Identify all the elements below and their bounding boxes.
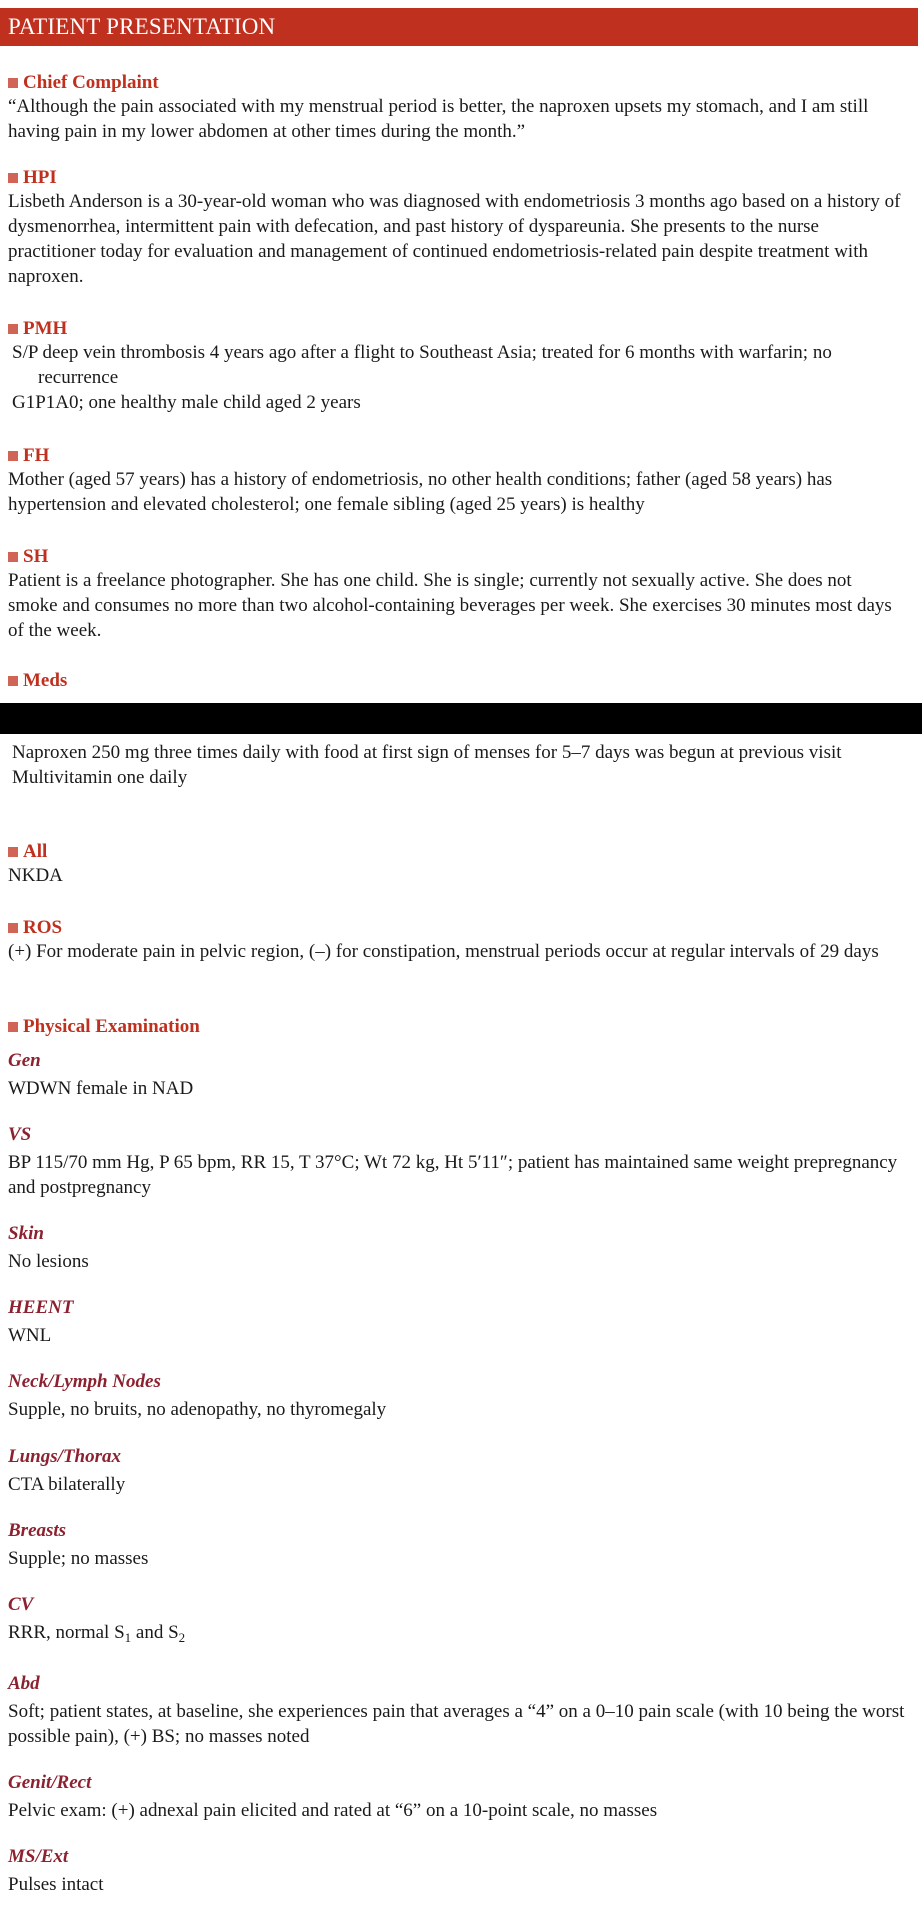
pe-label: Breasts (8, 1520, 67, 1541)
fh-heading: FH (23, 445, 50, 466)
pe-skin (8, 1223, 906, 1274)
pe-lungs (8, 1446, 906, 1497)
pe-label: Neck/Lymph Nodes (8, 1371, 161, 1392)
chief-complaint-heading: Chief Complaint (23, 72, 159, 93)
hpi-text: Lisbeth Anderson is a 30-year-old woman who was diagnosed with endometriosis 3 months ago based on a history of dysmenorrhea, intermittent pain with defecation, and past history of dyspareunia. She presents to the nurse practitioner today for evaluation and management of continued endometriosis-related pain despite treatment with naproxen. (8, 191, 901, 287)
pe-text: CTA bilaterally (8, 1474, 126, 1495)
pe-label: Genit/Rect (8, 1772, 92, 1793)
pe-text: Supple, no bruits, no adenopathy, no thyromegaly (8, 1399, 387, 1420)
redaction-bar (0, 703, 922, 734)
pe-heading: Physical Examination (23, 1016, 200, 1037)
square-bullet-icon (8, 324, 18, 334)
ros-text: (+) For moderate pain in pelvic region, (–) for constipation, menstrual periods occur at regular intervals of 29 days (8, 941, 879, 962)
section-hpi (8, 167, 906, 289)
meds-item: Multivitamin one daily (12, 767, 188, 788)
square-bullet-icon (8, 676, 18, 686)
meds-list (8, 740, 906, 790)
ros-heading: ROS (23, 917, 63, 938)
hpi-heading: HPI (23, 167, 57, 188)
chief-complaint-text: “Although the pain associated with my menstrual period is better, the naproxen upsets my stomach, and I am still having pain in my lower abdomen at other times during the month.” (8, 96, 869, 142)
square-bullet-icon (8, 552, 18, 562)
pe-label: MS/Ext (8, 1846, 69, 1867)
page-title: PATIENT PRESENTATION (0, 8, 918, 46)
meds-heading: Meds (23, 670, 68, 691)
pe-text (8, 1620, 906, 1645)
cv-text-pre: RRR, normal S (8, 1622, 125, 1643)
pe-vs (8, 1124, 906, 1200)
pe-label: VS (8, 1124, 32, 1145)
sh-text: Patient is a freelance photographer. She has one child. She is single; currently not sexually active. She does not smoke and consumes no more than two alcohol-containing beverages per week. She exercises 30 minutes most days of the week. (8, 570, 892, 641)
pmh-item: S/P deep vein thrombosis 4 years ago after a flight to Southeast Asia; treated for 6 months with warfarin; no recurrence (12, 342, 832, 388)
square-bullet-icon (8, 451, 18, 461)
pmh-item: G1P1A0; one healthy male child aged 2 years (12, 392, 361, 413)
pe-breasts (8, 1520, 906, 1571)
pe-label: HEENT (8, 1297, 74, 1318)
square-bullet-icon (8, 78, 18, 88)
cv-text-mid: and S (131, 1622, 179, 1643)
section-fh (8, 445, 906, 517)
section-physical-exam (8, 1016, 906, 1038)
pe-cv (8, 1594, 906, 1645)
pe-label: CV (8, 1594, 34, 1615)
square-bullet-icon (8, 847, 18, 857)
section-allergies (8, 841, 906, 888)
pe-genit (8, 1772, 906, 1823)
pe-text: WDWN female in NAD (8, 1078, 194, 1099)
pe-neck (8, 1371, 906, 1422)
section-ros (8, 917, 906, 964)
all-heading: All (23, 841, 48, 862)
pe-label: Lungs/Thorax (8, 1446, 121, 1467)
section-pmh (8, 318, 906, 415)
pe-text: BP 115/70 mm Hg, P 65 bpm, RR 15, T 37°C; Wt 72 kg, Ht 5′11″; patient has maintained same weight prepregnancy and postpregnancy (8, 1152, 898, 1198)
pe-text: Soft; patient states, at baseline, she experiences pain that averages a “4” on a 0–10 pain scale (with 10 being the worst possible pain), (+) BS; no masses noted (8, 1701, 905, 1747)
square-bullet-icon (8, 1022, 18, 1032)
sh-heading: SH (23, 546, 49, 567)
pe-text: WNL (8, 1325, 52, 1346)
meds-item: Naproxen 250 mg three times daily with food at first sign of menses for 5–7 days was begun at previous visit (12, 742, 842, 763)
fh-text: Mother (aged 57 years) has a history of endometriosis, no other health conditions; father (aged 58 years) has hypertension and elevated cholesterol; one female sibling (aged 25 years) is healthy (8, 469, 833, 515)
pe-label: Skin (8, 1223, 44, 1244)
pe-abd (8, 1673, 906, 1749)
pe-gen (8, 1050, 906, 1101)
section-chief-complaint (8, 72, 906, 144)
section-sh (8, 546, 906, 643)
pe-heent (8, 1297, 906, 1348)
square-bullet-icon (8, 173, 18, 183)
pmh-heading: PMH (23, 318, 68, 339)
cv-sub-1: 1 (124, 1630, 132, 1645)
cv-sub-2: 2 (178, 1630, 186, 1645)
pe-label: Gen (8, 1050, 41, 1071)
all-text: NKDA (8, 865, 63, 886)
square-bullet-icon (8, 923, 18, 933)
pe-text: Pelvic exam: (+) adnexal pain elicited and rated at “6” on a 10-point scale, no masses (8, 1800, 658, 1821)
pe-label: Abd (8, 1673, 40, 1694)
pe-ms (8, 1846, 906, 1897)
section-meds (8, 670, 906, 692)
pe-text: Supple; no masses (8, 1548, 149, 1569)
pe-text: Pulses intact (8, 1874, 104, 1895)
pe-text: No lesions (8, 1251, 89, 1272)
